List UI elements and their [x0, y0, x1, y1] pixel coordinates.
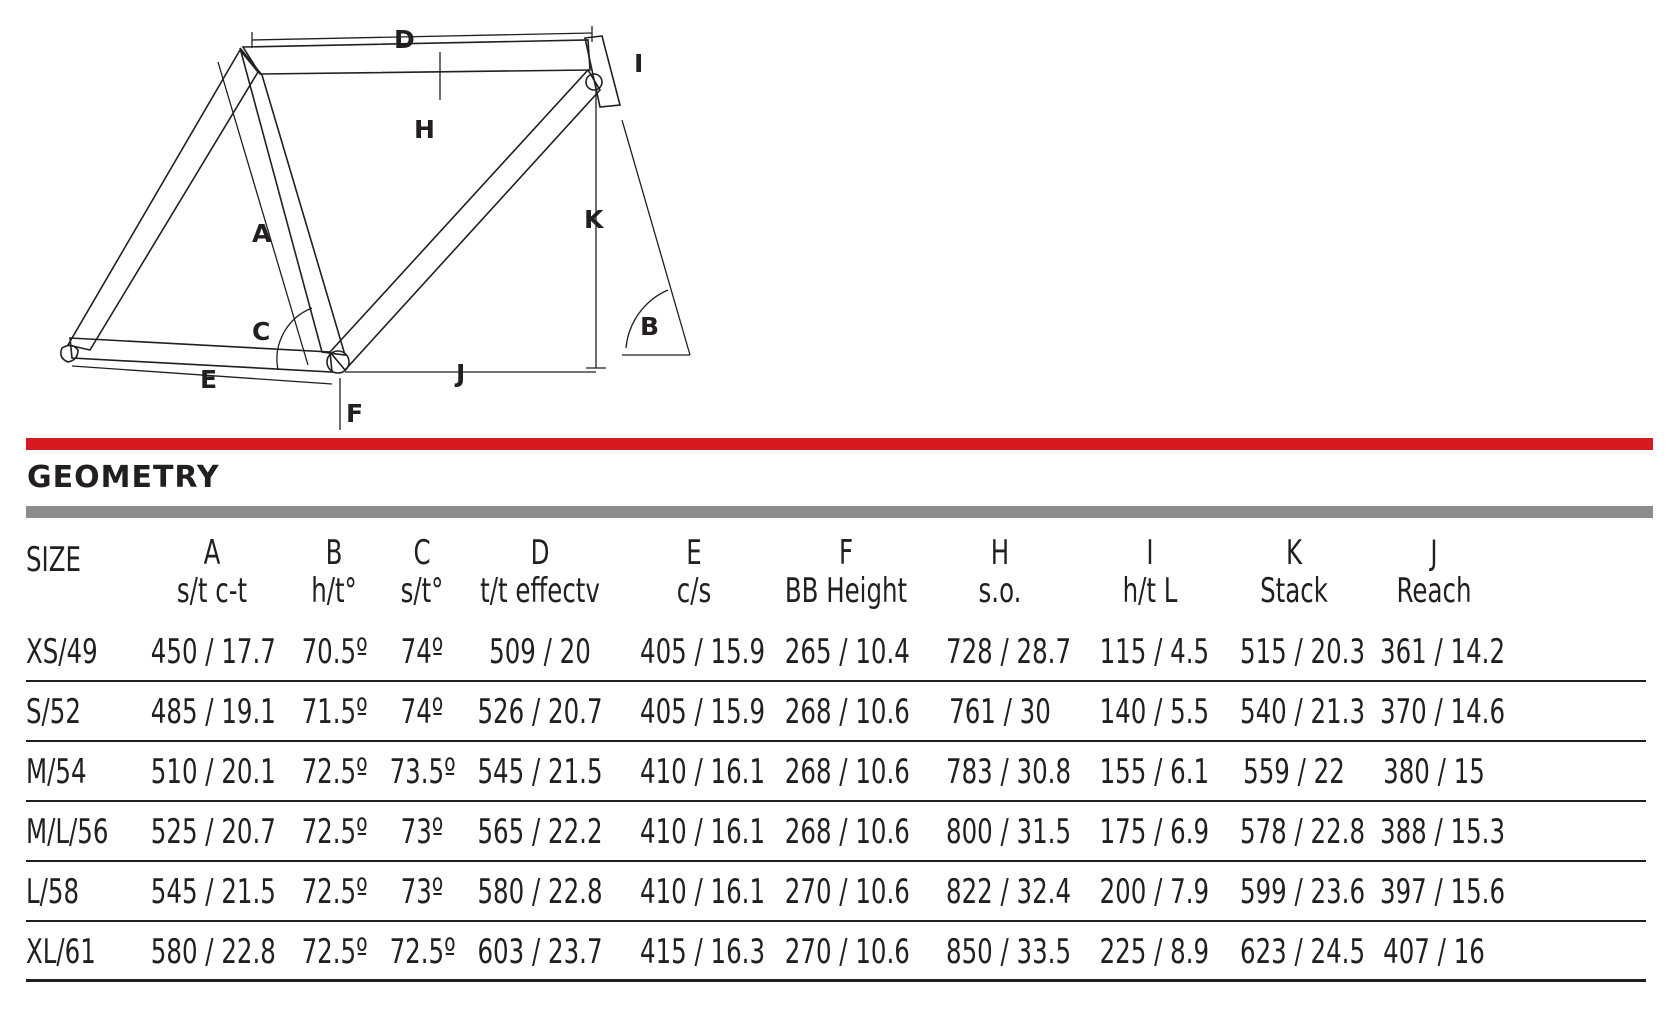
geometry-table [26, 532, 1646, 982]
header-letter: H [990, 533, 1010, 573]
label-j: J [456, 359, 466, 388]
header-letter: E [686, 533, 702, 573]
header-label: s/t c-t [176, 571, 248, 611]
frame-geometry-diagram [0, 0, 760, 440]
value-cell-a: 485 / 19.1 [150, 692, 276, 732]
size-cell: M/54 [26, 752, 87, 792]
value-cell-c: 73.5º [389, 752, 456, 792]
label-h: H [414, 115, 435, 144]
header-col-d [450, 534, 630, 610]
value-cell-b: 72.5º [301, 932, 368, 972]
size-cell: L/58 [26, 872, 80, 912]
seat-stay [68, 50, 258, 350]
value-cell-h: 822 / 32.4 [946, 872, 1072, 912]
value-cell-f: 268 / 10.6 [784, 692, 910, 732]
value-cell-c: 72.5º [389, 932, 456, 972]
gray-divider [26, 506, 1653, 518]
value-cell-j: 407 / 16 [1383, 932, 1485, 972]
value-cell-k: 599 / 23.6 [1240, 872, 1366, 912]
header-col-k [1219, 534, 1369, 610]
value-cell-h: 761 / 30 [949, 692, 1051, 732]
label-a: A [252, 219, 272, 248]
top-tube [243, 40, 590, 74]
value-cell-f: 265 / 10.4 [784, 632, 910, 672]
header-label: BB Height [784, 571, 908, 611]
header-label: Reach [1396, 571, 1472, 611]
seat-tube [240, 48, 345, 355]
header-letter: J [1430, 533, 1438, 573]
value-cell-c: 74º [400, 692, 444, 732]
value-cell-e: 405 / 15.9 [640, 632, 766, 672]
header-label: h/t L [1122, 571, 1178, 611]
value-cell-d: 565 / 22.2 [477, 812, 603, 852]
label-i: I [634, 49, 644, 78]
table-body [26, 622, 1646, 982]
header-letter: I [1146, 533, 1154, 573]
header-col-i [1080, 534, 1220, 610]
value-cell-h: 783 / 30.8 [946, 752, 1072, 792]
value-cell-j: 370 / 14.6 [1380, 692, 1506, 732]
value-cell-e: 410 / 16.1 [640, 812, 766, 852]
value-cell-k: 578 / 22.8 [1240, 812, 1366, 852]
value-cell-h: 850 / 33.5 [946, 932, 1072, 972]
value-cell-k: 559 / 22 [1243, 752, 1345, 792]
value-cell-d: 603 / 23.7 [477, 932, 603, 972]
value-cell-c: 74º [400, 632, 444, 672]
label-d: D [394, 25, 415, 54]
value-cell-f: 268 / 10.6 [784, 752, 910, 792]
table-row [26, 862, 1646, 922]
value-cell-b: 72.5º [301, 872, 368, 912]
value-cell-e: 410 / 16.1 [640, 872, 766, 912]
value-cell-j: 361 / 14.2 [1380, 632, 1506, 672]
value-cell-d: 545 / 21.5 [477, 752, 603, 792]
header-label: t/t effectv [480, 571, 600, 611]
size-cell: M/L/56 [26, 812, 109, 852]
label-f: F [346, 399, 364, 428]
header-letter: B [325, 533, 343, 573]
value-cell-j: 397 / 15.6 [1380, 872, 1506, 912]
value-cell-i: 200 / 7.9 [1099, 872, 1210, 912]
header-letter: K [1285, 533, 1303, 573]
header-col-h [925, 534, 1075, 610]
value-cell-b: 72.5º [301, 752, 368, 792]
value-cell-i: 115 / 4.5 [1099, 632, 1210, 672]
header-col-j [1359, 534, 1509, 610]
header-letter: F [838, 533, 854, 573]
header-label: s.o. [978, 571, 1022, 611]
table-header [26, 532, 1646, 622]
red-divider [26, 438, 1653, 450]
head-tube [585, 36, 620, 107]
value-cell-h: 728 / 28.7 [946, 632, 1072, 672]
value-cell-e: 415 / 16.3 [640, 932, 766, 972]
value-cell-j: 380 / 15 [1383, 752, 1485, 792]
header-col-f [761, 534, 931, 610]
header-label: h/t° [311, 571, 357, 611]
label-e: E [200, 365, 218, 394]
table-row [26, 622, 1646, 682]
value-cell-a: 510 / 20.1 [150, 752, 276, 792]
down-tube [330, 70, 600, 370]
value-cell-j: 388 / 15.3 [1380, 812, 1506, 852]
label-c: C [252, 317, 271, 346]
table-row [26, 682, 1646, 742]
section-title: GEOMETRY [27, 460, 220, 495]
table-row [26, 742, 1646, 802]
size-cell: XS/49 [26, 632, 98, 672]
size-cell: S/52 [26, 692, 81, 732]
value-cell-i: 225 / 8.9 [1099, 932, 1210, 972]
header-col-b [289, 534, 379, 610]
value-cell-a: 525 / 20.7 [150, 812, 276, 852]
value-cell-f: 270 / 10.6 [784, 932, 910, 972]
value-cell-a: 580 / 22.8 [150, 932, 276, 972]
table-row [26, 802, 1646, 862]
header-size: SIZE [26, 540, 82, 580]
value-cell-h: 800 / 31.5 [946, 812, 1072, 852]
value-cell-a: 450 / 17.7 [150, 632, 276, 672]
size-cell: XL/61 [26, 932, 96, 972]
header-col-e [619, 534, 769, 610]
table-row [26, 922, 1646, 982]
value-cell-k: 515 / 20.3 [1240, 632, 1366, 672]
header-label: s/t° [400, 571, 444, 611]
label-b: B [640, 312, 660, 341]
value-cell-i: 140 / 5.5 [1099, 692, 1210, 732]
value-cell-f: 270 / 10.6 [784, 872, 910, 912]
value-cell-c: 73º [400, 812, 444, 852]
value-cell-d: 509 / 20 [489, 632, 591, 672]
value-cell-f: 268 / 10.6 [784, 812, 910, 852]
value-cell-d: 526 / 20.7 [477, 692, 603, 732]
dim-line-d [252, 33, 592, 40]
value-cell-b: 71.5º [301, 692, 368, 732]
value-cell-d: 580 / 22.8 [477, 872, 603, 912]
header-letter: D [530, 533, 550, 573]
value-cell-b: 70.5º [301, 632, 368, 672]
header-label: Stack [1260, 571, 1328, 611]
value-cell-k: 623 / 24.5 [1240, 932, 1366, 972]
value-cell-b: 72.5º [301, 812, 368, 852]
header-col-a [127, 534, 297, 610]
value-cell-e: 410 / 16.1 [640, 752, 766, 792]
rear-dropout [61, 345, 78, 362]
value-cell-k: 540 / 21.3 [1240, 692, 1366, 732]
value-cell-a: 545 / 21.5 [150, 872, 276, 912]
value-cell-i: 175 / 6.9 [1099, 812, 1210, 852]
label-k: K [584, 205, 604, 234]
header-letter: A [203, 533, 221, 573]
value-cell-c: 73º [400, 872, 444, 912]
value-cell-i: 155 / 6.1 [1099, 752, 1210, 792]
header-label: c/s [676, 571, 712, 611]
value-cell-e: 405 / 15.9 [640, 692, 766, 732]
header-letter: C [413, 533, 431, 573]
